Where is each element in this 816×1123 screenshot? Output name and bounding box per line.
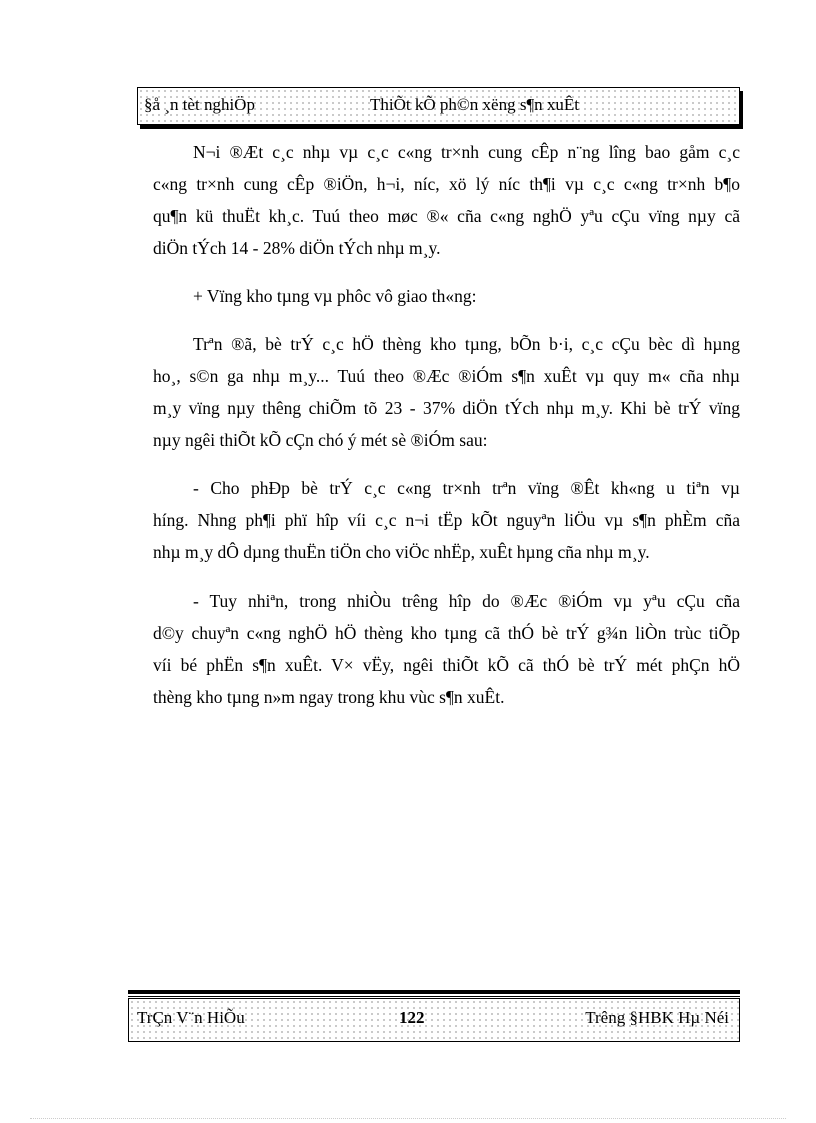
footer-author: TrÇn V¨n HiÕu bbox=[137, 1008, 245, 1027]
text-line: d©y chuyªn c«ng nghÖ hÖ thèng kho tµng cã thÓ bè trÝ g¾n liÒn trùc tiÕp bbox=[153, 623, 740, 643]
text-line: thèng kho tµng n»m ngay trong khu vùc s¶n xuÊt. bbox=[153, 687, 505, 707]
footer-rule-thin bbox=[128, 996, 740, 997]
text-line: nhµ m¸y dÔ dµng thuËn tiÖn cho viÖc nhËp, xuÊt hµng cña nhµ m¸y. bbox=[153, 542, 650, 562]
text-line: víi bé phËn s¶n xuÊt. V× vËy, ngêi thiÕt kÕ cã thÓ bè trÝ mét phÇn hÖ bbox=[153, 655, 740, 675]
page-edge bbox=[30, 1118, 786, 1119]
text-line: qu¶n kü thuËt kh¸c. Tuú theo møc ®« cña c«ng nghÖ yªu cÇu vïng nµy cã bbox=[153, 206, 740, 226]
text-line: - Tuy nhiªn, trong nhiÒu trêng hîp do ®Æc ®iÓm vµ yªu cÇu cña bbox=[193, 591, 740, 611]
footer-school: Trêng §HBK Hµ Néi bbox=[585, 1008, 729, 1027]
page-header bbox=[137, 87, 740, 125]
text-line: m¸y vïng nµy thêng chiÕm tõ 23 - 37% diÖn tÝch nhµ m¸y. Khi bè trÝ vïng bbox=[153, 398, 740, 418]
text-line: híng. Nhng ph¶i phï hîp víi c¸c n¬i tËp kÕt nguyªn liÖu vµ s¶n phÈm cña bbox=[153, 510, 740, 530]
text-line: diÖn tÝch 14 - 28% diÖn tÝch nhµ m¸y. bbox=[153, 238, 441, 258]
page-footer bbox=[128, 998, 740, 1042]
text-line: Trªn ®ã, bè trÝ c¸c hÖ thèng kho tµng, bÕn b·i, c¸c cÇu bèc dì hµng bbox=[193, 334, 740, 354]
text-line: - Cho phÐp bè trÝ c¸c c«ng tr×nh trªn vïng ®Êt kh«ng u tiªn vµ bbox=[193, 478, 740, 498]
text-line: N¬i ®Æt c¸c nhµ vµ c¸c c«ng tr×nh cung cÊp n¨ng lîng bao gåm c¸c bbox=[193, 142, 740, 162]
footer-rule bbox=[128, 990, 740, 994]
header-left: §å ¸n tèt nghiÖp bbox=[144, 95, 255, 114]
section-heading: + Vïng kho tµng vµ phôc vô giao th«ng: bbox=[193, 286, 477, 306]
header-title: ThiÕt kÕ ph©n xëng s¶n xuÊt bbox=[370, 95, 580, 114]
text-line: ho¸, s©n ga nhµ m¸y... Tuú theo ®Æc ®iÓm s¶n xuÊt vµ quy m« cña nhµ bbox=[153, 366, 740, 386]
text-line: nµy ngêi thiÕt kÕ cÇn chó ý mét sè ®iÓm sau: bbox=[153, 430, 488, 450]
text-line: c«ng tr×nh cung cÊp ®iÖn, h¬i, níc, xö lý níc th¶i vµ c¸c c«ng tr×nh b¶o bbox=[153, 174, 740, 194]
page-number: 122 bbox=[399, 1008, 425, 1027]
